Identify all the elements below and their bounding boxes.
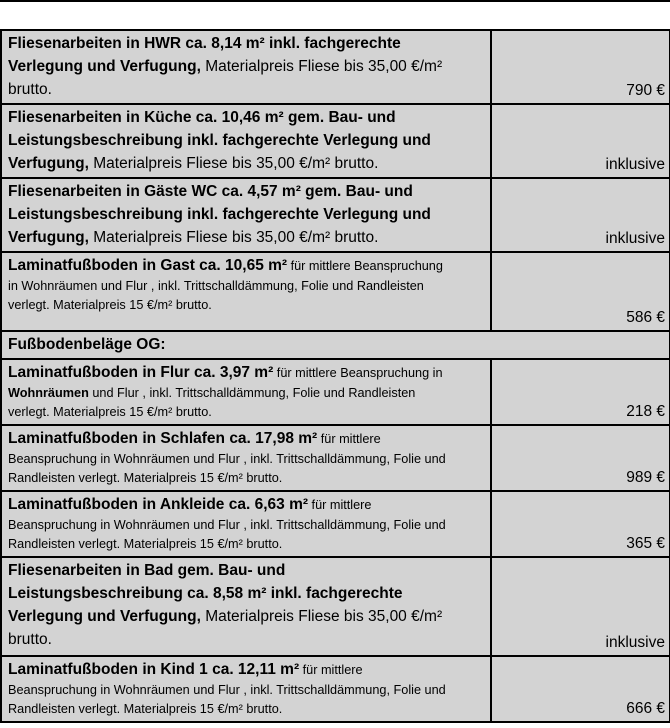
- item-description-text: [8, 183, 431, 246]
- table-row-laminat-ankleide: [1, 491, 670, 557]
- text-run: brutto.: [8, 81, 52, 98]
- price-value: inklusive: [605, 230, 665, 247]
- text-run: Beanspruchung in Wohnräumen und Flur , inkl. Trittschalldämmung, Folie und: [8, 518, 446, 532]
- item-description-cell: [1, 491, 491, 557]
- item-description-text: [8, 430, 446, 486]
- text-run: Fliesenarbeiten in Gäste WC ca. 4,57 m² gem. Bau- und: [8, 183, 413, 200]
- text-run: Beanspruchung in Wohnräumen und Flur , inkl. Trittschalldämmung, Folie und: [8, 683, 446, 697]
- table-row-fliesen-bad: [1, 557, 670, 656]
- item-description-text: [8, 109, 431, 172]
- item-description-cell: [1, 252, 491, 331]
- price-value: inklusive: [605, 634, 665, 651]
- text-run: Randleisten verlegt. Materialpreis 15 €/m² brutto.: [8, 537, 283, 551]
- table-row-laminat-flur: [1, 359, 670, 425]
- item-description-text: [8, 661, 446, 717]
- item-price-cell: [491, 104, 670, 178]
- text-run: Wohnräumen: [8, 386, 89, 400]
- item-description-text: [8, 257, 443, 313]
- text-run: Laminatfußboden in Gast ca. 10,65 m²: [8, 257, 288, 274]
- item-price-cell: [491, 491, 670, 557]
- table-row-section-og: [1, 331, 670, 359]
- item-price-cell: [491, 425, 670, 491]
- text-run: Laminatfußboden in Kind 1 ca. 12,11 m²: [8, 661, 300, 678]
- table-row-fliesen-gaeste-wc: [1, 178, 670, 252]
- item-description-text: [8, 562, 442, 648]
- price-value: 365 €: [626, 535, 665, 552]
- table-row-laminat-kind1: [1, 656, 670, 722]
- item-price-cell: [491, 178, 670, 252]
- price-value: 586 €: [626, 309, 665, 326]
- table-row-fliesen-hwr: [1, 30, 670, 104]
- item-description-cell: [1, 104, 491, 178]
- item-description-text: [8, 364, 443, 420]
- table-row-laminat-schlafen: [1, 425, 670, 491]
- text-run: verlegt. Materialpreis 15 €/m² brutto.: [8, 405, 212, 419]
- item-description-cell: [1, 359, 491, 425]
- item-price-cell: [491, 252, 670, 331]
- item-description-cell: [1, 656, 491, 722]
- text-run: Verlegung und Verfugung,: [8, 608, 201, 625]
- price-value: 989 €: [626, 469, 665, 486]
- text-run: für mittlere: [299, 663, 363, 677]
- section-header-cell: [1, 331, 670, 359]
- text-run: Leistungsbeschreibung inkl. fachgerechte Verlegung und: [8, 206, 431, 223]
- text-run: Laminatfußboden in Flur ca. 3,97 m²: [8, 364, 274, 381]
- top-rule-divider: [0, 0, 670, 2]
- text-run: Fußbodenbeläge OG:: [8, 336, 166, 353]
- text-run: Materialpreis Fliese bis 35,00 €/m²: [200, 608, 443, 625]
- text-run: und Flur , inkl. Trittschalldämmung, Folie und Randleisten: [88, 386, 416, 400]
- text-run: Verfugung,: [8, 155, 89, 172]
- section-header-text: [8, 336, 166, 353]
- item-price-cell: [491, 656, 670, 722]
- item-description-cell: [1, 557, 491, 656]
- text-run: verlegt. Materialpreis 15 €/m² brutto.: [8, 298, 212, 312]
- text-run: für mittlere: [308, 498, 372, 512]
- text-run: Randleisten verlegt. Materialpreis 15 €/m² brutto.: [8, 471, 283, 485]
- price-value: 666 €: [626, 700, 665, 717]
- text-run: Fliesenarbeiten in Küche ca. 10,46 m² gem. Bau- und: [8, 109, 396, 126]
- text-run: Verlegung und Verfugung,: [8, 58, 201, 75]
- table-row-fliesen-kueche: [1, 104, 670, 178]
- price-value: 218 €: [626, 403, 665, 420]
- text-run: Laminatfußboden in Schlafen ca. 17,98 m²: [8, 430, 318, 447]
- item-price-cell: [491, 30, 670, 104]
- price-value: inklusive: [605, 156, 665, 173]
- item-description-cell: [1, 30, 491, 104]
- item-description-text: [8, 35, 442, 98]
- text-run: in Wohnräumen und Flur , inkl. Trittschalldämmung, Folie und Randleisten: [8, 279, 424, 293]
- item-description-cell: [1, 178, 491, 252]
- text-run: Verfugung,: [8, 229, 89, 246]
- text-run: Fliesenarbeiten in Bad gem. Bau- und: [8, 562, 286, 579]
- text-run: Fliesenarbeiten in HWR ca. 8,14 m² inkl. fachgerechte: [8, 35, 401, 52]
- text-run: Randleisten verlegt. Materialpreis 15 €/m² brutto.: [8, 702, 283, 716]
- item-description-cell: [1, 425, 491, 491]
- text-run: Leistungsbeschreibung inkl. fachgerechte Verlegung und: [8, 132, 431, 149]
- flooring-cost-table: [0, 29, 670, 723]
- text-run: Laminatfußboden in Ankleide ca. 6,63 m²: [8, 496, 309, 513]
- text-run: Materialpreis Fliese bis 35,00 €/m²: [200, 58, 443, 75]
- item-price-cell: [491, 359, 670, 425]
- text-run: brutto.: [8, 631, 52, 648]
- text-run: Leistungsbeschreibung ca. 8,58 m² inkl. fachgerechte: [8, 585, 403, 602]
- item-description-text: [8, 496, 446, 552]
- table-row-laminat-gast: [1, 252, 670, 331]
- text-run: für mittlere: [317, 432, 381, 446]
- text-run: Materialpreis Fliese bis 35,00 €/m² brutto.: [88, 155, 379, 172]
- item-price-cell: [491, 557, 670, 656]
- price-value: 790 €: [626, 82, 665, 99]
- text-run: Materialpreis Fliese bis 35,00 €/m² brutto.: [88, 229, 379, 246]
- text-run: für mittlere Beanspruchung: [287, 259, 443, 273]
- text-run: Beanspruchung in Wohnräumen und Flur , inkl. Trittschalldämmung, Folie und: [8, 452, 446, 466]
- text-run: für mittlere Beanspruchung in: [273, 366, 443, 380]
